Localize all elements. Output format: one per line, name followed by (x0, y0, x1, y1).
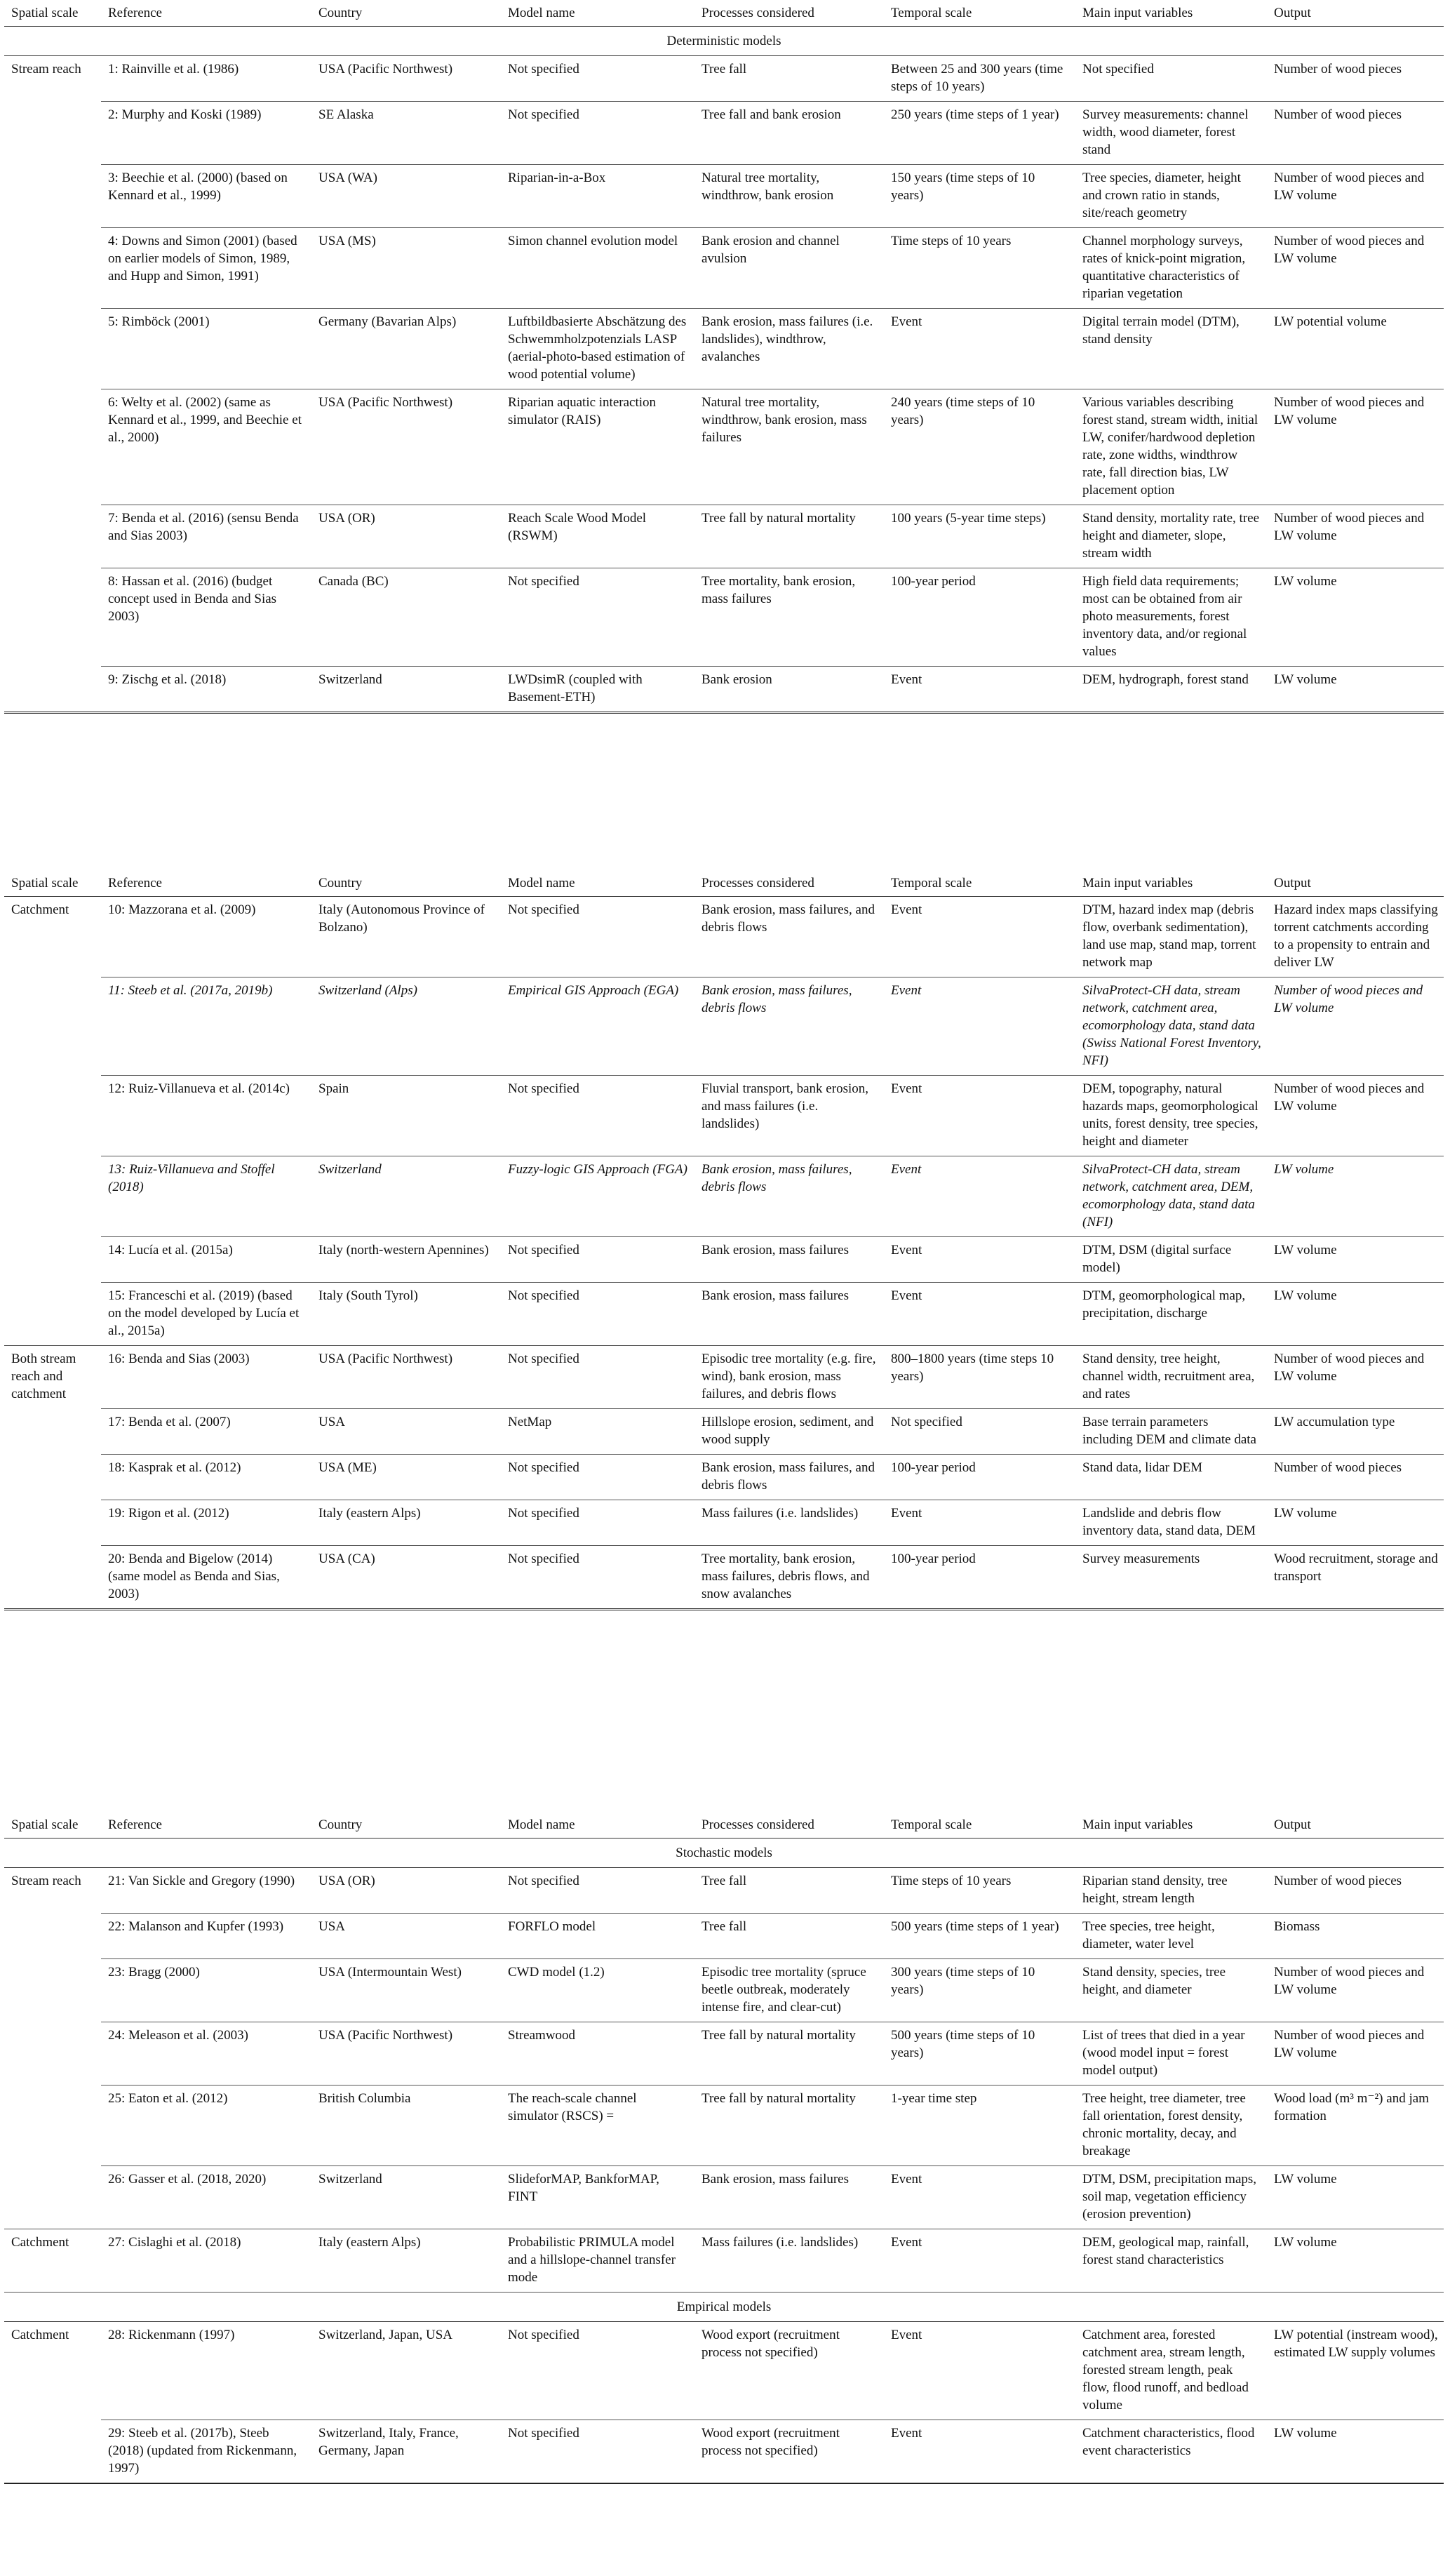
header-cell: Model name (501, 1812, 694, 1838)
country-cell: USA (Pacific Northwest) (311, 1346, 501, 1409)
temporal-cell: 500 years (time steps of 10 years) (884, 2022, 1075, 2086)
table-row (4, 1346, 1444, 1409)
output-cell: Wood recruitment, storage and transport (1267, 1546, 1444, 1610)
temporal-cell: 150 years (time steps of 10 years) (884, 165, 1075, 228)
table-row (4, 1546, 1444, 1610)
header-cell: Output (1267, 1812, 1444, 1838)
country-cell: USA (Pacific Northwest) (311, 2022, 501, 2086)
ref-cell: 13: Ruiz-Villanueva and Stoffel (2018) (101, 1156, 311, 1237)
header-cell: Spatial scale (4, 870, 101, 897)
processes-cell: Bank erosion and channel avulsion (694, 228, 884, 309)
temporal-cell: 100 years (5-year time steps) (884, 505, 1075, 568)
country-cell: USA (OR) (318, 1874, 375, 1888)
model-cell: Not specified (508, 1874, 579, 1888)
model-cell: Not specified (501, 568, 694, 667)
processes-cell: Mass failures (i.e. landslides) (694, 2229, 884, 2293)
inputs-cell: High field data requirements; most can be obtained from air photo measurements, forest inventory data, and/or regional values (1075, 568, 1267, 667)
table-deterministic-reach (4, 0, 1444, 714)
inputs-cell: Survey measurements: channel width, wood diameter, forest stand (1075, 102, 1267, 165)
model-cell: Not specified (508, 62, 579, 76)
processes-cell: Wood export (recruitment process not specified) (694, 2420, 884, 2484)
ref-cell: 27: Cislaghi et al. (2018) (101, 2229, 311, 2293)
inputs-cell: Riparian stand density, tree height, stream length (1082, 1874, 1228, 1906)
model-cell: Not specified (501, 102, 694, 165)
scale-cell: Stream reach (11, 1874, 81, 1888)
ref-cell: 8: Hassan et al. (2016) (budget concept used in Benda and Sias 2003) (101, 568, 311, 667)
header-cell: Processes considered (694, 0, 884, 27)
table-row (4, 2420, 1444, 2484)
country-cell: Italy (South Tyrol) (311, 1283, 501, 1346)
table-block-3 (0, 1812, 1450, 2484)
country-cell: Spain (311, 1076, 501, 1156)
table-stochastic-empirical (4, 1812, 1444, 2484)
header-cell: Temporal scale (884, 870, 1075, 897)
output-cell: LW volume (1267, 2166, 1444, 2229)
ref-cell: 26: Gasser et al. (2018, 2020) (101, 2166, 311, 2229)
inputs-cell: Stand data, lidar DEM (1075, 1455, 1267, 1500)
processes-cell: Episodic tree mortality (e.g. fire, wind), bank erosion, mass failures, and debris flows (694, 1346, 884, 1409)
ref-cell: 23: Bragg (2000) (101, 1959, 311, 2022)
processes-cell: Bank erosion, mass failures (i.e. landslides), windthrow, avalanches (694, 309, 884, 389)
temporal-cell: Event (884, 309, 1075, 389)
ref-cell: 15: Franceschi et al. (2019) (based on the model developed by Lucía et al., 2015a) (101, 1283, 311, 1346)
temporal-cell: Event (884, 1237, 1075, 1283)
table-row (4, 2166, 1444, 2229)
section-row (4, 2293, 1444, 2322)
country-cell: Switzerland, Japan, USA (318, 2328, 453, 2342)
country-cell: USA (WA) (311, 165, 501, 228)
country-cell: Switzerland (Alps) (311, 977, 501, 1076)
inputs-cell: SilvaProtect-CH data, stream network, catchment area, DEM, ecomorphology data, stand data (NFI) (1075, 1156, 1267, 1237)
temporal-cell: Event (891, 902, 922, 917)
table-row (4, 1409, 1444, 1455)
output-cell: Number of wood pieces and LW volume (1267, 1076, 1444, 1156)
model-cell: Not specified (501, 1283, 694, 1346)
processes-cell: Episodic tree mortality (spruce beetle outbreak, moderately intense fire, and clear-cut) (694, 1959, 884, 2022)
model-cell: Reach Scale Wood Model (RSWM) (501, 505, 694, 568)
header-cell: Spatial scale (4, 0, 101, 27)
section-title: Empirical models (4, 2293, 1444, 2322)
section-row (4, 27, 1444, 56)
country-cell: Switzerland (311, 1156, 501, 1237)
output-cell: Wood load (m³ m⁻²) and jam formation (1267, 2086, 1444, 2166)
inputs-cell: List of trees that died in a year (wood model input = forest model output) (1075, 2022, 1267, 2086)
model-cell: SlideforMAP, BankforMAP, FINT (501, 2166, 694, 2229)
output-cell: Biomass (1267, 1914, 1444, 1959)
processes-cell: Bank erosion, mass failures (694, 1237, 884, 1283)
country-cell: Germany (Bavarian Alps) (311, 309, 501, 389)
processes-cell: Natural tree mortality, windthrow, bank erosion (694, 165, 884, 228)
temporal-cell: Event (884, 1156, 1075, 1237)
output-cell: LW potential volume (1267, 309, 1444, 389)
temporal-cell: Time steps of 10 years (891, 1874, 1012, 1888)
table-block-1 (0, 0, 1450, 714)
inputs-cell: Digital terrain model (DTM), stand density (1075, 309, 1267, 389)
table-row (4, 56, 1444, 102)
table-row (4, 667, 1444, 713)
model-cell: Not specified (501, 1455, 694, 1500)
temporal-cell: Not specified (884, 1409, 1075, 1455)
ref-cell: 29: Steeb et al. (2017b), Steeb (2018) (updated from Rickenmann, 1997) (101, 2420, 311, 2484)
country-cell: Italy (north-western Apennines) (311, 1237, 501, 1283)
temporal-cell: Event (884, 1500, 1075, 1546)
output-cell: LW volume (1267, 2420, 1444, 2484)
processes-cell: Tree fall by natural mortality (694, 505, 884, 568)
table-row (4, 165, 1444, 228)
header-cell: Reference (101, 1812, 311, 1838)
processes-cell: Wood export (recruitment process not specified) (701, 2328, 840, 2360)
temporal-cell: 100-year period (884, 568, 1075, 667)
table-row (4, 1283, 1444, 1346)
ref-cell: 21: Van Sickle and Gregory (1990) (108, 1874, 295, 1888)
ref-cell: 22: Malanson and Kupfer (1993) (101, 1914, 311, 1959)
header-cell: Country (311, 0, 501, 27)
temporal-cell: 250 years (time steps of 1 year) (884, 102, 1075, 165)
output-cell: LW potential (instream wood), estimated LW supply volumes (1274, 2328, 1438, 2360)
model-cell: The reach-scale channel simulator (RSCS) = (501, 2086, 694, 2166)
model-cell: Not specified (501, 1500, 694, 1546)
model-cell: Fuzzy-logic GIS Approach (FGA) (501, 1156, 694, 1237)
section-title: Deterministic models (4, 27, 1444, 56)
inputs-cell: DEM, hydrograph, forest stand (1075, 667, 1267, 713)
processes-cell: Mass failures (i.e. landslides) (694, 1500, 884, 1546)
model-cell: Simon channel evolution model (501, 228, 694, 309)
table-row (4, 2229, 1444, 2293)
output-cell: Number of wood pieces and LW volume (1267, 977, 1444, 1076)
inputs-cell: Channel morphology surveys, rates of knick-point migration, quantitative characteristics of riparian vegetation (1075, 228, 1267, 309)
country-cell: Switzerland, Italy, France, Germany, Japan (311, 2420, 501, 2484)
processes-cell: Tree fall (701, 1874, 747, 1888)
processes-cell: Fluvial transport, bank erosion, and mass failures (i.e. landslides) (694, 1076, 884, 1156)
output-cell: Number of wood pieces (1267, 102, 1444, 165)
model-cell: Empirical GIS Approach (EGA) (501, 977, 694, 1076)
temporal-cell: Event (891, 2328, 922, 2342)
processes-cell: Tree fall (701, 62, 747, 76)
inputs-cell: Catchment area, forested catchment area, stream length, forested stream length, peak flow, flood runoff, and bedload volume (1082, 2328, 1249, 2413)
header-cell: Main input variables (1075, 1812, 1267, 1838)
output-cell: Number of wood pieces and LW volume (1267, 1346, 1444, 1409)
country-cell: USA (MS) (311, 228, 501, 309)
ref-cell: 4: Downs and Simon (2001) (based on earlier models of Simon, 1989, and Hupp and Simon, 1991) (101, 228, 311, 309)
header-cell: Temporal scale (884, 1812, 1075, 1838)
ref-cell: 11: Steeb et al. (2017a, 2019b) (101, 977, 311, 1076)
header-cell: Reference (101, 870, 311, 897)
country-cell: USA (CA) (311, 1546, 501, 1610)
output-cell: Number of wood pieces and LW volume (1267, 228, 1444, 309)
processes-cell: Tree fall by natural mortality (694, 2086, 884, 2166)
temporal-cell: 1-year time step (884, 2086, 1075, 2166)
inputs-cell: DEM, geological map, rainfall, forest stand characteristics (1075, 2229, 1267, 2293)
output-cell: LW volume (1267, 2229, 1444, 2293)
processes-cell: Tree mortality, bank erosion, mass failures, debris flows, and snow avalanches (694, 1546, 884, 1610)
section-title: Stochastic models (4, 1838, 1444, 1868)
ref-cell: 12: Ruiz-Villanueva et al. (2014c) (101, 1076, 311, 1156)
output-cell: Number of wood pieces (1267, 1455, 1444, 1500)
header-cell: Model name (501, 870, 694, 897)
processes-cell: Bank erosion (694, 667, 884, 713)
model-cell: Streamwood (501, 2022, 694, 2086)
inputs-cell: DTM, hazard index map (debris flow, overbank sedimentation), land use map, stand map, torrent network map (1082, 902, 1256, 970)
ref-cell: 18: Kasprak et al. (2012) (101, 1455, 311, 1500)
ref-cell: 20: Benda and Bigelow (2014) (same model as Benda and Sias, 2003) (101, 1546, 311, 1610)
ref-cell: 25: Eaton et al. (2012) (101, 2086, 311, 2166)
inputs-cell: DTM, DSM (digital surface model) (1075, 1237, 1267, 1283)
ref-cell: 2: Murphy and Koski (1989) (101, 102, 311, 165)
header-cell: Model name (501, 0, 694, 27)
header-cell: Spatial scale (4, 1812, 101, 1838)
country-cell: USA (311, 1914, 501, 1959)
ref-cell: 10: Mazzorana et al. (2009) (108, 902, 256, 917)
country-cell: USA (ME) (311, 1455, 501, 1500)
processes-cell: Tree fall and bank erosion (694, 102, 884, 165)
model-cell: Not specified (508, 2328, 579, 2342)
model-cell: CWD model (1.2) (501, 1959, 694, 2022)
table-row (4, 568, 1444, 667)
country-cell: Italy (eastern Alps) (311, 2229, 501, 2293)
model-cell: FORFLO model (501, 1914, 694, 1959)
inputs-cell: Landslide and debris flow inventory data, stand data, DEM (1075, 1500, 1267, 1546)
header-cell: Processes considered (694, 1812, 884, 1838)
scale-cell: Stream reach (11, 62, 81, 76)
processes-cell: Tree fall by natural mortality (694, 2022, 884, 2086)
temporal-cell: Between 25 and 300 years (time steps of 10 years) (891, 62, 1063, 94)
header-cell: Output (1267, 870, 1444, 897)
country-cell: Italy (Autonomous Province of Bolzano) (318, 902, 485, 935)
temporal-cell: Event (884, 977, 1075, 1076)
inputs-cell: Not specified (1082, 62, 1154, 76)
table-row (4, 389, 1444, 505)
temporal-cell: 240 years (time steps of 10 years) (884, 389, 1075, 505)
inputs-cell: DTM, geomorphological map, precipitation, discharge (1075, 1283, 1267, 1346)
table-row (4, 977, 1444, 1076)
ref-cell: 24: Meleason et al. (2003) (101, 2022, 311, 2086)
ref-cell: 3: Beechie et al. (2000) (based on Kennard et al., 1999) (101, 165, 311, 228)
table-row (4, 1500, 1444, 1546)
model-cell: Riparian aquatic interaction simulator (RAIS) (501, 389, 694, 505)
temporal-cell: 500 years (time steps of 1 year) (884, 1914, 1075, 1959)
inputs-cell: Catchment characteristics, flood event characteristics (1075, 2420, 1267, 2484)
table-row (4, 1914, 1444, 1959)
processes-cell: Bank erosion, mass failures, debris flows (694, 1156, 884, 1237)
header-row (4, 870, 1444, 897)
temporal-cell: Event (884, 2420, 1075, 2484)
inputs-cell: DTM, DSM, precipitation maps, soil map, vegetation efficiency (erosion prevention) (1075, 2166, 1267, 2229)
ref-cell: 14: Lucía et al. (2015a) (101, 1237, 311, 1283)
ref-cell: 17: Benda et al. (2007) (101, 1409, 311, 1455)
table-row (4, 2322, 1444, 2420)
table-row (4, 228, 1444, 309)
table-row (4, 1076, 1444, 1156)
model-cell: NetMap (501, 1409, 694, 1455)
table-deterministic-catchment (4, 870, 1444, 1610)
ref-cell: 28: Rickenmann (1997) (108, 2328, 235, 2342)
header-cell: Temporal scale (884, 0, 1075, 27)
header-cell: Output (1267, 0, 1444, 27)
scale-cell: Catchment (11, 2328, 69, 2342)
country-cell: USA (Pacific Northwest) (318, 62, 453, 76)
inputs-cell: Base terrain parameters including DEM and climate data (1075, 1409, 1267, 1455)
output-cell: LW volume (1267, 1500, 1444, 1546)
table-row (4, 309, 1444, 389)
model-cell: Not specified (501, 2420, 694, 2484)
processes-cell: Tree fall (694, 1914, 884, 1959)
inputs-cell: Stand density, species, tree height, and diameter (1075, 1959, 1267, 2022)
header-row (4, 0, 1444, 27)
table-row (4, 1237, 1444, 1283)
inputs-cell: Stand density, tree height, channel width, recruitment area, and rates (1075, 1346, 1267, 1409)
model-cell: Luftbildbasierte Abschätzung des Schwemmholzpotenzials LASP (aerial-photo-based estimation of wood potential volume) (501, 309, 694, 389)
inputs-cell: Survey measurements (1075, 1546, 1267, 1610)
table-block-2 (0, 870, 1450, 1610)
model-cell: Not specified (501, 1237, 694, 1283)
country-cell: British Columbia (311, 2086, 501, 2166)
model-cell: Probabilistic PRIMULA model and a hillslope-channel transfer mode (501, 2229, 694, 2293)
table-row (4, 2022, 1444, 2086)
ref-cell: 1: Rainville et al. (1986) (108, 62, 239, 76)
temporal-cell: 100-year period (884, 1546, 1075, 1610)
inputs-cell: Tree height, tree diameter, tree fall orientation, forest density, chronic mortality, decay, and breakage (1075, 2086, 1267, 2166)
output-cell: Number of wood pieces and LW volume (1267, 389, 1444, 505)
table-row (4, 2086, 1444, 2166)
header-cell: Main input variables (1075, 870, 1267, 897)
country-cell: Switzerland (311, 2166, 501, 2229)
temporal-cell: 100-year period (884, 1455, 1075, 1500)
output-cell: LW volume (1267, 1156, 1444, 1237)
output-cell: Number of wood pieces and LW volume (1267, 505, 1444, 568)
ref-cell: 16: Benda and Sias (2003) (101, 1346, 311, 1409)
inputs-cell: DEM, topography, natural hazards maps, geomorphological units, forest density, tree species, height and diameter (1075, 1076, 1267, 1156)
ref-cell: 6: Welty et al. (2002) (same as Kennard et al., 1999, and Beechie et al., 2000) (101, 389, 311, 505)
processes-cell: Bank erosion, mass failures, debris flows (694, 977, 884, 1076)
model-cell: Not specified (508, 902, 579, 917)
output-cell: LW volume (1267, 1237, 1444, 1283)
ref-cell: 19: Rigon et al. (2012) (101, 1500, 311, 1546)
inputs-cell: Stand density, mortality rate, tree height and diameter, slope, stream width (1075, 505, 1267, 568)
country-cell: SE Alaska (311, 102, 501, 165)
output-cell: Number of wood pieces (1274, 62, 1402, 76)
model-cell: Riparian-in-a-Box (501, 165, 694, 228)
model-cell: Not specified (501, 1076, 694, 1156)
table-row (4, 1868, 1444, 1914)
header-cell: Country (311, 870, 501, 897)
country-cell: Canada (BC) (311, 568, 501, 667)
output-cell: LW volume (1267, 667, 1444, 713)
inputs-cell: Various variables describing forest stand, stream width, initial LW, conifer/hardwood depletion rate, zone widths, windthrow rate, fall direction bias, LW placement option (1075, 389, 1267, 505)
temporal-cell: Event (884, 2229, 1075, 2293)
ref-cell: 5: Rimböck (2001) (101, 309, 311, 389)
output-cell: Number of wood pieces and LW volume (1267, 1959, 1444, 2022)
ref-cell: 7: Benda et al. (2016) (sensu Benda and Sias 2003) (101, 505, 311, 568)
output-cell: LW volume (1267, 568, 1444, 667)
temporal-cell: Event (884, 2166, 1075, 2229)
processes-cell: Bank erosion, mass failures, and debris flows (701, 902, 875, 935)
header-cell: Processes considered (694, 870, 884, 897)
table-row (4, 1156, 1444, 1237)
model-cell: LWDsimR (coupled with Basement-ETH) (501, 667, 694, 713)
temporal-cell: Event (884, 1283, 1075, 1346)
output-cell: Number of wood pieces (1274, 1874, 1402, 1888)
header-cell: Reference (101, 0, 311, 27)
inputs-cell: Tree species, diameter, height and crown ratio in stands, site/reach geometry (1075, 165, 1267, 228)
processes-cell: Natural tree mortality, windthrow, bank erosion, mass failures (694, 389, 884, 505)
processes-cell: Bank erosion, mass failures (694, 2166, 884, 2229)
header-cell: Main input variables (1075, 0, 1267, 27)
table-row (4, 897, 1444, 977)
section-row (4, 1838, 1444, 1868)
temporal-cell: 800–1800 years (time steps 10 years) (884, 1346, 1075, 1409)
country-cell: USA (311, 1409, 501, 1455)
country-cell: USA (OR) (311, 505, 501, 568)
table-row (4, 1455, 1444, 1500)
country-cell: USA (Pacific Northwest) (311, 389, 501, 505)
temporal-cell: Event (884, 667, 1075, 713)
scale-cell: Catchment (4, 2229, 101, 2293)
header-cell: Country (311, 1812, 501, 1838)
table-row (4, 505, 1444, 568)
scale-cell: Catchment (11, 902, 69, 917)
output-cell: LW volume (1267, 1283, 1444, 1346)
processes-cell: Bank erosion, mass failures, and debris flows (694, 1455, 884, 1500)
inputs-cell: Tree species, tree height, diameter, water level (1075, 1914, 1267, 1959)
output-cell: Number of wood pieces and LW volume (1267, 2022, 1444, 2086)
ref-cell: 9: Zischg et al. (2018) (101, 667, 311, 713)
output-cell: Number of wood pieces and LW volume (1267, 165, 1444, 228)
country-cell: Italy (eastern Alps) (311, 1500, 501, 1546)
output-cell: Hazard index maps classifying torrent catchments according to a propensity to entrain and deliver LW (1274, 902, 1438, 970)
temporal-cell: Event (884, 1076, 1075, 1156)
output-cell: LW accumulation type (1267, 1409, 1444, 1455)
model-cell: Not specified (501, 1546, 694, 1610)
temporal-cell: Time steps of 10 years (884, 228, 1075, 309)
table-row (4, 1959, 1444, 2022)
table-row (4, 102, 1444, 165)
model-cell: Not specified (501, 1346, 694, 1409)
country-cell: Switzerland (311, 667, 501, 713)
inputs-cell: SilvaProtect-CH data, stream network, catchment area, ecomorphology data, stand data (Swiss National Forest Inventory, NFI) (1075, 977, 1267, 1076)
processes-cell: Hillslope erosion, sediment, and wood supply (694, 1409, 884, 1455)
country-cell: USA (Intermountain West) (311, 1959, 501, 2022)
header-row (4, 1812, 1444, 1838)
temporal-cell: 300 years (time steps of 10 years) (884, 1959, 1075, 2022)
processes-cell: Tree mortality, bank erosion, mass failures (694, 568, 884, 667)
processes-cell: Bank erosion, mass failures (694, 1283, 884, 1346)
scale-cell: Both stream reach and catchment (4, 1346, 101, 1409)
